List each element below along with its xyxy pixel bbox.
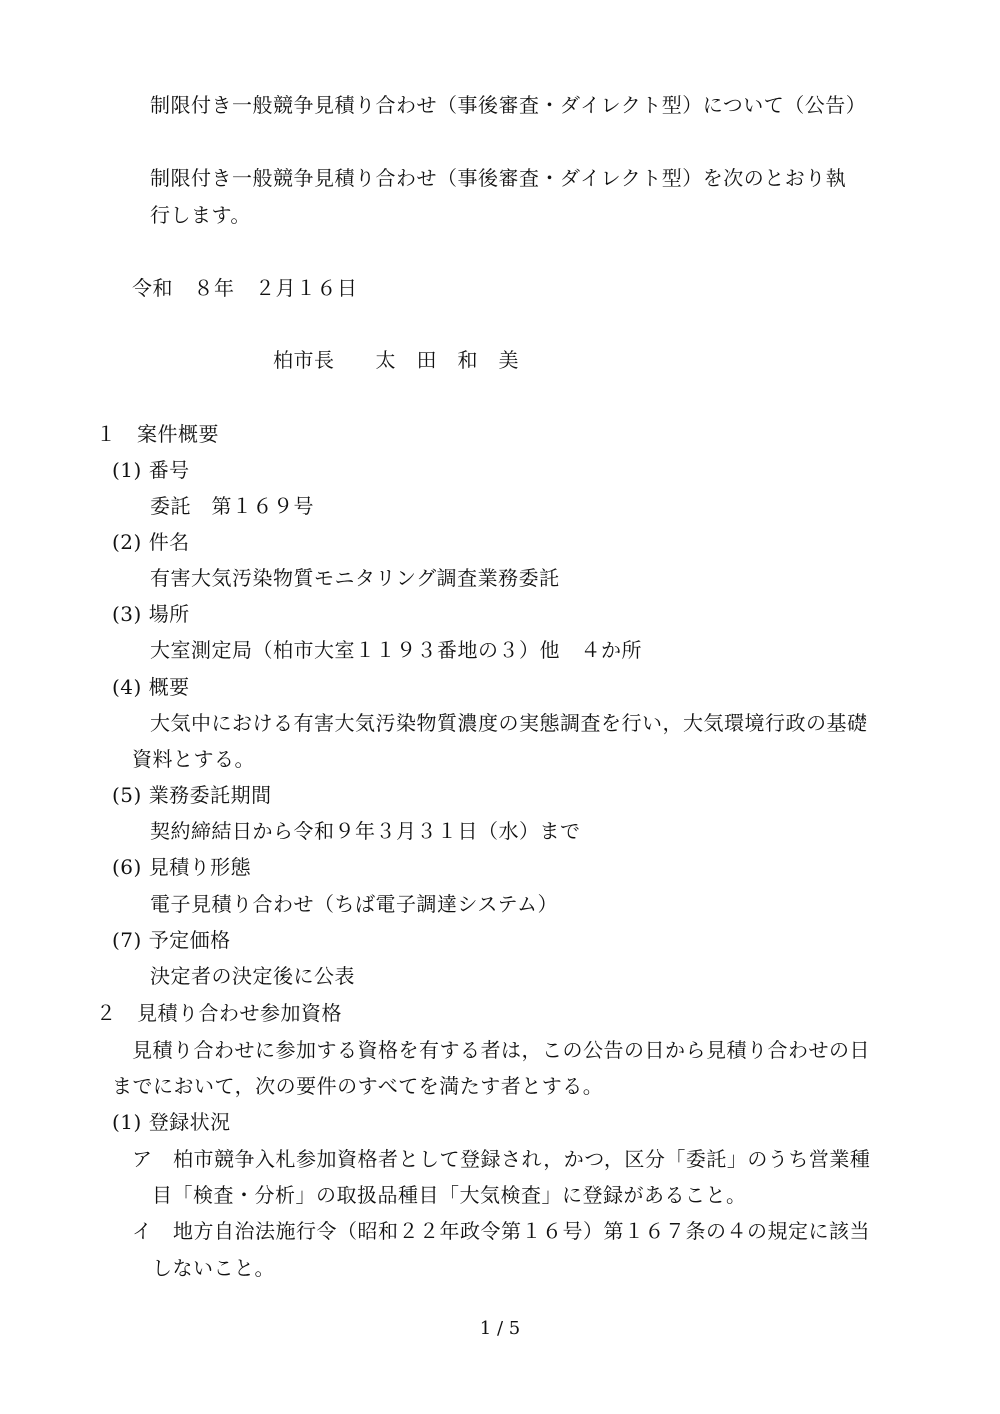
item-6-value: 電子見積り合わせ（ちば電子調達システム） [150,892,558,916]
item-6-label: (6) 見積り形態 [112,855,252,879]
item-i-line-1: イ 地方自治法施行令（昭和２２年政令第１６号）第１６７条の４の規定に該当 [132,1219,870,1243]
sub-1-label: (1) 登録状況 [112,1110,231,1134]
issuer-name: 柏市長 太 田 和 美 [273,348,519,372]
item-2-label: (2) 件名 [112,530,190,554]
section-2-para-line-2: までにおいて，次の要件のすべてを満たす者とする。 [112,1074,604,1098]
item-4-label: (4) 概要 [112,675,190,699]
item-a-line-1: ア 柏市競争入札参加資格者として登録され，かつ，区分「委託」のうち営業種 [132,1147,871,1171]
intro-line-2: 行します。 [150,203,251,227]
item-3-label: (3) 場所 [112,602,190,626]
item-4-value-line-1: 大気中における有害大気汚染物質濃度の実態調査を行い，大気環境行政の基礎 [150,711,868,735]
item-3-value: 大室測定局（柏市大室１１９３番地の３）他 ４か所 [150,638,642,662]
item-1-label: (1) 番号 [112,458,190,482]
item-5-label: (5) 業務委託期間 [112,783,272,807]
item-4-value-line-2: 資料とする。 [132,747,255,771]
item-a-line-2: 目「検査・分析」の取扱品種目「大気検査」に登録があること。 [152,1183,747,1207]
section-1-heading: １ 案件概要 [96,422,219,446]
intro-line-1: 制限付き一般競争見積り合わせ（事後審査・ダイレクト型）を次のとおり執 [150,166,847,190]
item-i-line-2: しないこと。 [152,1256,275,1280]
section-2-heading: ２ 見積り合わせ参加資格 [96,1001,342,1025]
item-5-value: 契約締結日から令和９年３月３１日（水）まで [150,819,581,843]
item-2-value: 有害大気汚染物質モニタリング調査業務委託 [150,566,560,590]
page-number: 1 / 5 [479,1318,521,1339]
item-1-value: 委託 第１６９号 [150,494,314,518]
notice-date: 令和 ８年 ２月１６日 [132,276,358,300]
section-2-para-line-1: 見積り合わせに参加する資格を有する者は，この公告の日から見積り合わせの日 [132,1038,870,1062]
notice-title: 制限付き一般競争見積り合わせ（事後審査・ダイレクト型）について（公告） [150,93,867,117]
item-7-label: (7) 予定価格 [112,928,231,952]
item-7-value: 決定者の決定後に公表 [150,964,355,988]
